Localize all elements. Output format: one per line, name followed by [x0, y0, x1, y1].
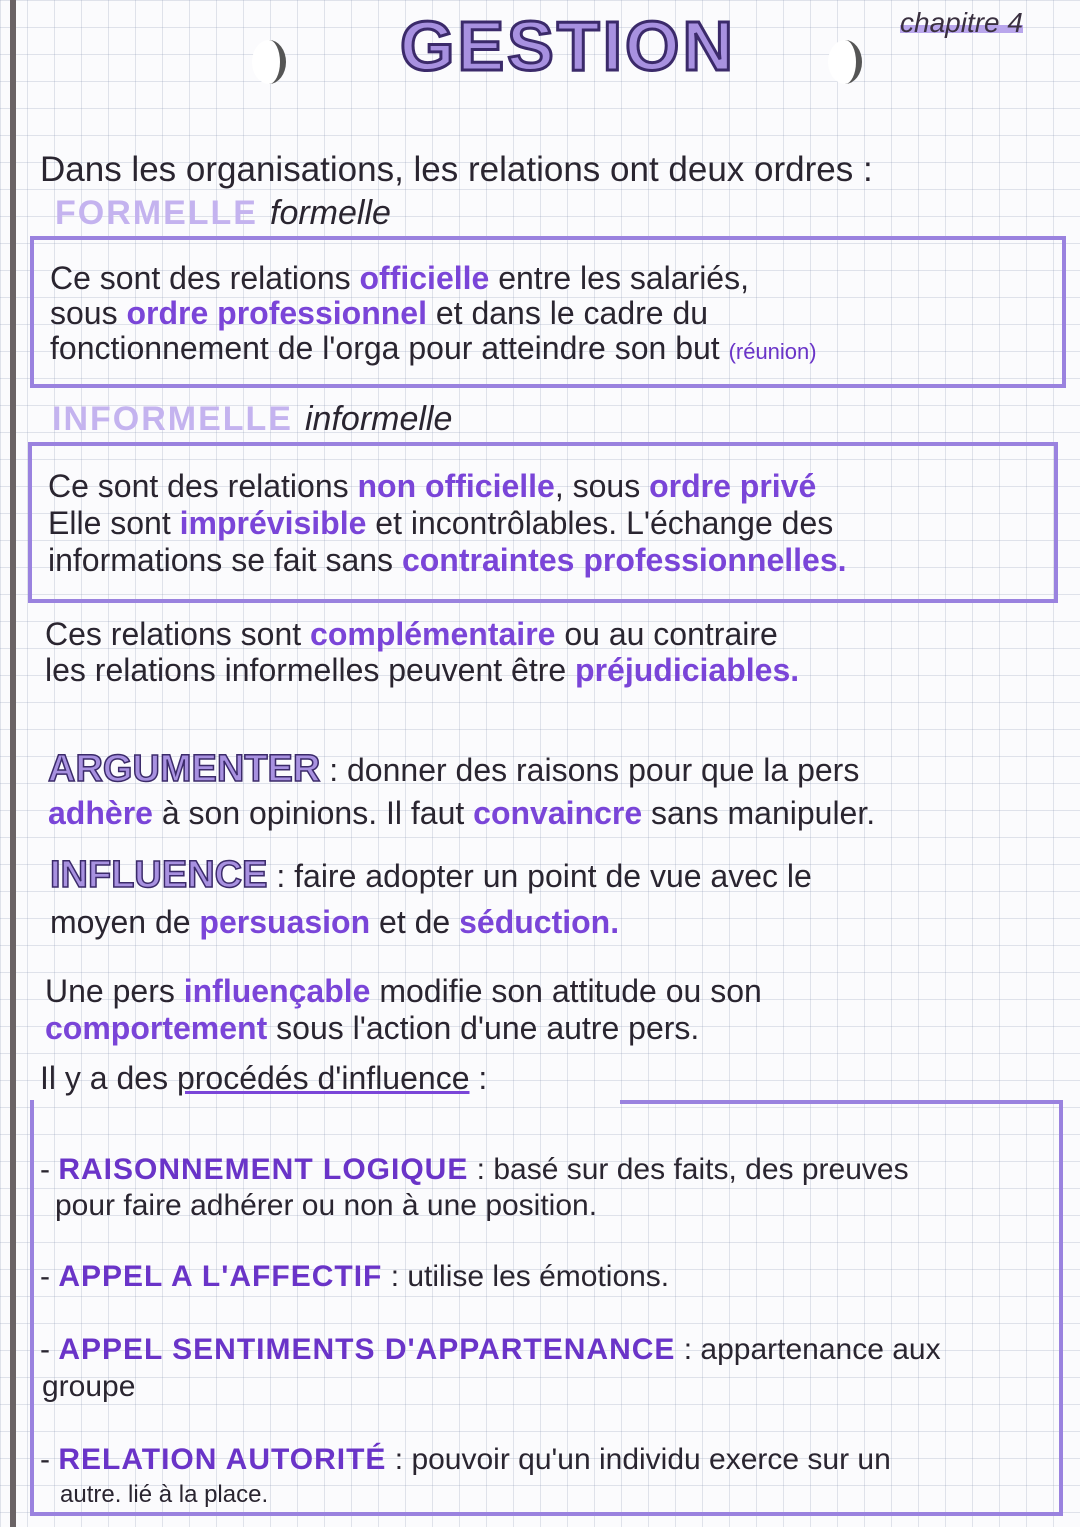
- text-segment: Une pers: [45, 973, 184, 1009]
- highlighted-term: convaincre: [473, 795, 643, 831]
- text-line: [45, 618, 778, 650]
- text-segment: pour faire adhérer ou non à une position.: [55, 1189, 598, 1222]
- text-segment: groupe: [42, 1370, 136, 1403]
- text-segment: et de: [370, 904, 460, 940]
- highlighted-term: (réunion): [728, 339, 817, 364]
- text-segment: , sous: [554, 468, 650, 504]
- text-line: [50, 297, 708, 329]
- highlighted-term: imprévisible: [179, 505, 367, 541]
- text-segment: : basé sur des faits, des preuves: [468, 1153, 909, 1186]
- text-segment: Ce sont des relations: [50, 260, 360, 296]
- text-line: [42, 1372, 135, 1402]
- text-segment: moyen de: [50, 904, 200, 940]
- text-segment: -: [40, 1153, 59, 1186]
- highlighted-term: séduction.: [459, 904, 620, 940]
- text-segment: : utilise les émotions.: [382, 1260, 670, 1293]
- highlighted-term: ordre professionnel: [126, 295, 427, 331]
- intro-text: Dans les organisations, les relations ont deux ordres :: [40, 150, 873, 189]
- text-segment: : donner des raisons pour que la pers: [320, 752, 860, 788]
- text-line: [45, 1012, 699, 1044]
- chapter-label: chapitre 4: [900, 7, 1023, 38]
- text-segment: ou au contraire: [555, 616, 778, 652]
- text-line: [48, 797, 875, 829]
- text-line: [48, 544, 847, 576]
- text-line: [48, 750, 859, 788]
- text-segment: Elle sont: [48, 505, 180, 541]
- highlighted-term: APPEL SENTIMENTS D'APPARTENANCE: [58, 1333, 676, 1366]
- highlighted-term: comportement: [45, 1010, 268, 1046]
- page-title: GESTION: [400, 7, 737, 85]
- informelle-heading: informelle: [305, 400, 453, 438]
- text-segment: informations se fait sans: [48, 542, 402, 578]
- punch-hole: [252, 40, 286, 84]
- highlighted-term: officielle: [359, 260, 490, 296]
- highlighted-term: persuasion: [199, 904, 371, 940]
- text-segment: Il y a des: [40, 1060, 177, 1096]
- highlighted-term: procédés d'influence: [176, 1060, 470, 1096]
- text-segment: les relations informelles peuvent être: [45, 652, 576, 688]
- formelle-heading-caps: FORMELLE: [55, 194, 258, 232]
- term-heading: INFLUENCE: [50, 854, 268, 896]
- text-segment: à son opinions. Il faut: [152, 795, 474, 831]
- highlighted-term: non officielle: [357, 468, 555, 504]
- notebook-margin: [10, 0, 16, 1527]
- text-segment: : appartenance aux: [675, 1333, 941, 1366]
- text-line: [50, 906, 619, 938]
- text-line: [48, 507, 833, 539]
- text-segment: : pouvoir qu'un individu exerce sur un: [386, 1443, 891, 1476]
- text-segment: modifie son attitude ou son: [370, 973, 762, 1009]
- text-segment: :: [469, 1060, 488, 1096]
- highlighted-term: préjudiciables.: [575, 652, 800, 688]
- highlighted-term: RAISONNEMENT LOGIQUE: [58, 1153, 469, 1186]
- highlighted-term: contraintes professionnelles.: [401, 542, 847, 578]
- text-segment: et dans le cadre du: [426, 295, 709, 331]
- text-line: [40, 1262, 669, 1292]
- term-heading: ARGUMENTER: [48, 748, 321, 790]
- text-line: [50, 856, 812, 894]
- highlighted-term: APPEL A L'AFFECTIF: [58, 1260, 383, 1293]
- text-segment: -: [40, 1443, 59, 1476]
- text-segment: Ces relations sont: [45, 616, 311, 652]
- text-line: [60, 1483, 268, 1507]
- text-segment: Ce sont des relations: [48, 468, 358, 504]
- text-line: [50, 332, 817, 364]
- text-line: [48, 470, 816, 502]
- text-line: [40, 1155, 909, 1185]
- highlighted-term: complémentaire: [310, 616, 556, 652]
- punch-hole: [828, 40, 862, 84]
- text-segment: fonctionnement de l'orga pour atteindre son but: [50, 330, 729, 366]
- text-segment: : faire adopter un point de vue avec le: [267, 858, 812, 894]
- text-line: [50, 262, 749, 294]
- text-line: [40, 1335, 941, 1365]
- text-line: [45, 654, 799, 686]
- text-segment: entre les salariés,: [489, 260, 749, 296]
- formelle-heading: formelle: [270, 194, 391, 232]
- informelle-heading-caps: INFORMELLE: [52, 400, 293, 438]
- text-segment: sous: [50, 295, 127, 331]
- text-segment: sous l'action d'une autre pers.: [267, 1010, 700, 1046]
- text-segment: -: [40, 1333, 59, 1366]
- highlighted-term: influençable: [183, 973, 371, 1009]
- text-line: [55, 1191, 597, 1221]
- highlighted-term: ordre privé: [649, 468, 817, 504]
- text-line: [40, 1062, 487, 1094]
- text-segment: et incontrôlables. L'échange des: [366, 505, 834, 541]
- text-line: [40, 1445, 891, 1475]
- text-segment: autre. lié à la place.: [60, 1481, 269, 1508]
- text-segment: -: [40, 1260, 59, 1293]
- highlighted-term: adhère: [48, 795, 153, 831]
- text-line: [45, 975, 762, 1007]
- highlighted-term: RELATION AUTORITÉ: [58, 1443, 387, 1476]
- box-top-border: [620, 1100, 1060, 1104]
- text-segment: sans manipuler.: [642, 795, 876, 831]
